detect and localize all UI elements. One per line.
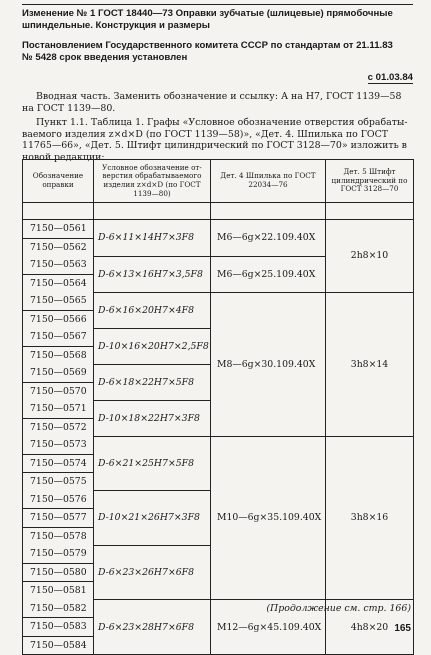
header-line-4: № 5428 срок введения установлен (22, 52, 188, 63)
code-cell (23, 292, 94, 328)
stud-cell: M10—6g×35.109.40X (211, 436, 326, 600)
mandrel-table (22, 159, 414, 655)
code-cell (23, 491, 94, 546)
intro-line: Пункт 1.1. Таблица 1. Графы «Условное обозначение отверстия обрабаты- (36, 117, 408, 128)
mandrel-code: 7150—0573 (23, 436, 93, 455)
effective-date: с 01.03.84 (367, 72, 413, 83)
table-row (23, 436, 414, 491)
spline-cell: D-6×21×25H7×5F8 (94, 436, 211, 491)
mandrel-code: 7150—0575 (30, 476, 87, 487)
code-cell (23, 220, 94, 257)
code-cell (23, 436, 94, 491)
spline-cell: D-10×21×26H7×3F8 (94, 491, 211, 546)
pin-cell: 2h8×10 (326, 220, 414, 293)
code-cell (23, 364, 94, 400)
spline-cell: D-6×23×26H7×6F8 (94, 545, 211, 600)
mandrel-code: 7150—0570 (30, 385, 87, 397)
mandrel-code: 7150—0579 (23, 545, 93, 564)
spline-cell: D-10×16×20H7×2,5F8 (94, 328, 211, 364)
code-cell (23, 328, 94, 364)
stud-cell: M6—6g×25.109.40X (211, 256, 326, 292)
top-rule (22, 4, 413, 5)
spline-cell: D-6×16×20H7×4F8 (94, 292, 211, 328)
amendment-header (22, 8, 412, 64)
mandrel-code: 7150—0581 (30, 585, 87, 596)
intro-line: Вводная часть. Заменить обозначение и ссылку: А на Н7, ГОСТ 1139—58 (36, 91, 402, 102)
page-number: 165 (394, 623, 411, 634)
mandrel-code: 7150—0574 (23, 455, 93, 474)
mandrel-code: 7150—0572 (30, 421, 87, 433)
spline-cell: D-6×18×22H7×5F8 (94, 364, 211, 400)
mandrel-code: 7150—0569 (23, 364, 93, 383)
pin-cell: 3h8×14 (326, 292, 414, 436)
mandrel-code: 7150—0564 (30, 277, 87, 289)
spline-cell: D-6×11×14H7×3F8 (94, 220, 211, 257)
mandrel-code: 7150—0578 (30, 530, 87, 542)
col-header-designation: Обозначение оправки (23, 160, 94, 203)
header-line-3: Постановлением Государственного комитета СССР по стандартам от 21.11.83 (22, 40, 393, 51)
code-cell (23, 600, 94, 655)
table-spacer-row (23, 203, 414, 220)
table-row (23, 292, 414, 328)
col-header-pin: Дет. 5 Штифт цилиндрический по ГОСТ 3128—70 (326, 160, 414, 203)
mandrel-code: 7150—0562 (30, 241, 87, 253)
col-header-spline: Условное обозначение от-верстия обрабатываемого изделия z×d×D (по ГОСТ 1139—80) (94, 160, 211, 203)
intro-line: ваемого изделия z×d×D (по ГОСТ 1139—58)», «Дет. 4. Шпилька по ГОСТ (22, 128, 389, 140)
col-header-stud: Дет. 4 Шпилька по ГОСТ 22034—76 (211, 160, 326, 203)
mandrel-code: 7150—0565 (23, 292, 93, 311)
intro-line: новой редакции: (22, 151, 105, 163)
spline-cell: D-6×23×28H7×6F8 (94, 600, 211, 655)
header-line-1: Изменение № 1 ГОСТ 18440—73 Оправки зубчатые (шлицевые) прямобочные (22, 8, 393, 19)
mandrel-code: 7150—0582 (23, 600, 93, 619)
pin-cell: 4h8×20 (326, 600, 414, 655)
mandrel-code: 7150—0566 (30, 313, 87, 325)
stud-cell: M6—6g×22.109.40X (211, 220, 326, 257)
intro-line: 11765—66», «Дет. 5. Штифт цилиндрический по ГОСТ 3128—70» изложить в (22, 140, 407, 151)
mandrel-code: 7150—0576 (23, 491, 93, 510)
spline-cell: D-6×13×16H7×3,5F8 (94, 256, 211, 292)
stud-cell: M12—6g×45.109.40X (211, 600, 326, 655)
intro-text (22, 91, 413, 163)
header-line-2: шпиндельные. Конструкция и размеры (22, 20, 210, 31)
mandrel-code: 7150—0567 (23, 328, 93, 347)
code-cell (23, 256, 94, 292)
pin-cell: 3h8×16 (326, 436, 414, 600)
mandrel-code: 7150—0584 (30, 639, 87, 651)
spline-cell: D-10×18×22H7×3F8 (94, 400, 211, 436)
mandrel-code: 7150—0568 (30, 349, 87, 361)
mandrel-code: 7150—0583 (23, 618, 93, 637)
mandrel-code: 7150—0580 (23, 564, 93, 583)
mandrel-code: 7150—0561 (23, 220, 93, 239)
code-cell (23, 545, 94, 600)
table-row (23, 220, 414, 257)
table-header-row (23, 160, 414, 203)
mandrel-code: 7150—0563 (23, 256, 93, 275)
continuation-note: (Продолжение см. стр. 166) (266, 603, 411, 614)
intro-line: на ГОСТ 1139—80. (22, 102, 116, 114)
mandrel-code: 7150—0571 (23, 400, 93, 419)
stud-cell: M8—6g×30.109.40X (211, 292, 326, 436)
mandrel-code: 7150—0577 (23, 509, 93, 528)
code-cell (23, 400, 94, 436)
